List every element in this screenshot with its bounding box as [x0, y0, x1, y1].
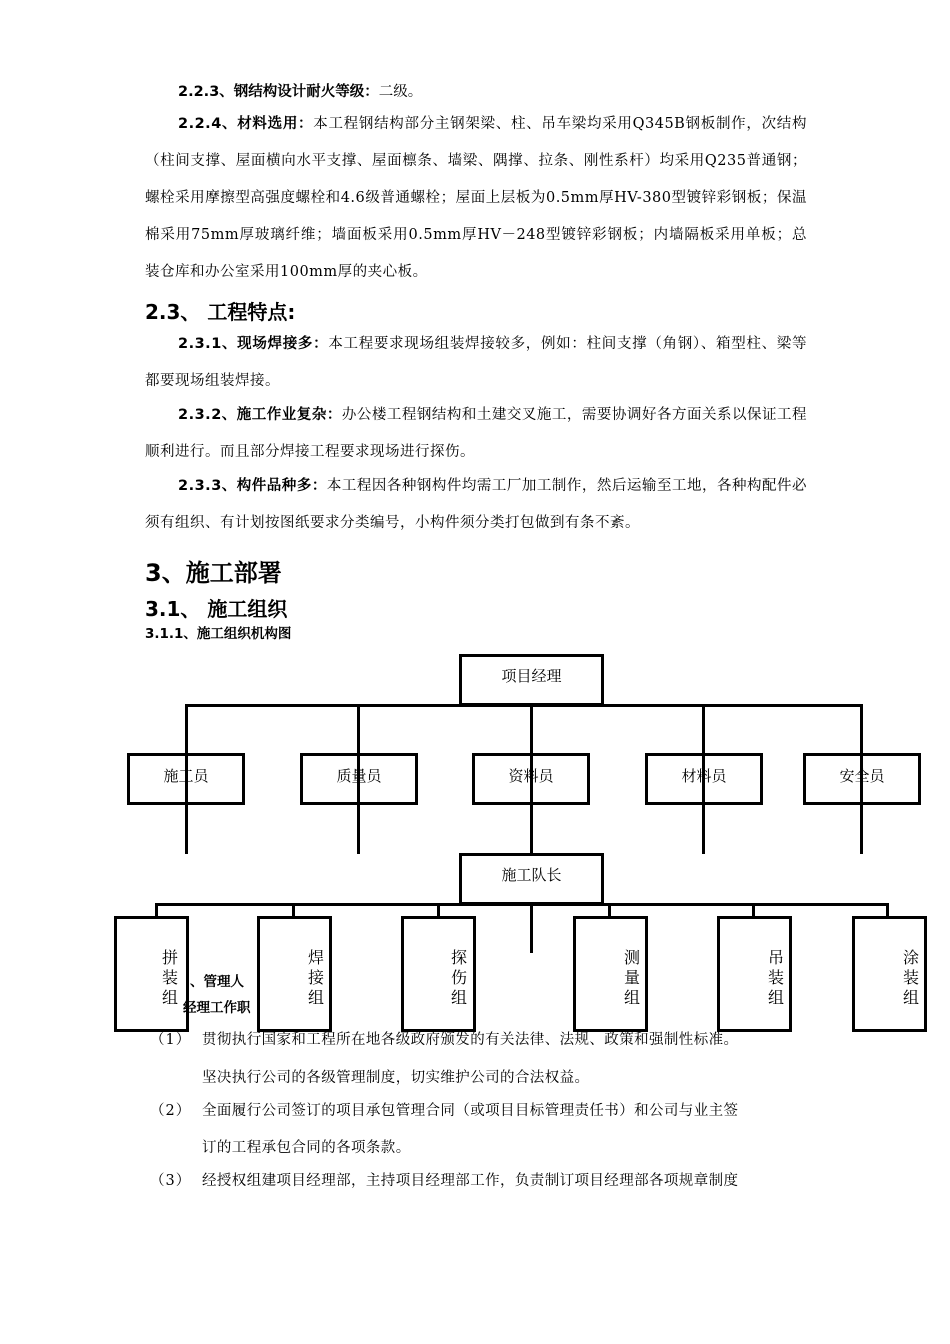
org-team-label-5: 吊装组 — [767, 950, 784, 1007]
org-team-bus — [155, 903, 889, 906]
org-staff-bus — [185, 704, 863, 707]
org-team-box-1 — [114, 916, 189, 1032]
duty-1-line-1: 贯彻执行国家和工程所在地各级政府颁发的有关法律、法规、政策和强制性标准。 — [202, 1032, 739, 1048]
hidden-heading-b: 经理工作职 — [183, 1000, 251, 1016]
duty-2-line-2: 订的工程承包合同的各项条款。 — [202, 1140, 411, 1156]
org-staff-box-2 — [300, 753, 418, 805]
org-staff-box-4 — [645, 753, 763, 805]
section-2-3-2-text: 办公楼工程钢结构和土建交叉施工，需要协调好各方面关系以保证工程顺利进行。而且部分焊接工程要求现场进行探伤。 — [145, 407, 807, 460]
org-team-label-4: 测量组 — [623, 950, 640, 1007]
org-staff-label-3: 资料员 — [508, 768, 554, 785]
section-2-2-3-text: 二级。 — [378, 84, 423, 100]
section-2-2-3 — [178, 80, 422, 101]
org-leader-box — [459, 853, 604, 905]
section-2-3-1-label: 2.3.1、现场焊接多： — [178, 336, 329, 352]
heading-2-3: 2.3、 工程特点: — [145, 300, 296, 324]
section-2-3-3-label: 2.3.3、构件品种多： — [178, 478, 327, 494]
org-top-box — [459, 654, 604, 706]
org-team-label-3: 探伤组 — [450, 950, 467, 1007]
section-2-3-3-text: 本工程因各种钢构件均需工厂加工制作，然后运输至工地，各种构配件必须有组织、有计划按图纸要求分类编号，小构件须分类打包做到有条不紊。 — [145, 478, 807, 531]
section-2-3-2 — [145, 397, 807, 471]
section-2-2-4-text: 本工程钢结构部分主钢架梁、柱、吊车梁均采用Q345B钢板制作，次结构（柱间支撑、屋面横向水平支撑、屋面檩条、墙梁、隅撑、拉条、刚性系杆）均采用Q235普通钢；螺栓采用摩擦型高强度螺栓和4.6级普通螺栓；屋面上层板为0.5mm厚HV-380型镀锌彩钢板；保温棉采用75mm厚玻璃纤维；墙面板采用0.5mm厚HV－248型镀锌彩钢板；内墙隔板采用单板；总装仓库和办公室采用100mm厚的夹心板。 — [145, 116, 807, 280]
section-2-3-3 — [145, 468, 807, 542]
org-leader-connector — [530, 905, 533, 953]
section-2-3-1-text: 本工程要求现场组装焊接较多，例如：柱间支撑（角钢）、箱型柱、梁等都要现场组装焊接。 — [145, 336, 807, 389]
section-2-2-4 — [145, 106, 807, 291]
heading-3-1-1: 3.1.1、施工组织机构图 — [145, 626, 292, 642]
duty-1-line-2: 坚决执行公司的各级管理制度，切实维护公司的合法权益。 — [202, 1070, 590, 1086]
org-team-box-4 — [573, 916, 648, 1032]
section-2-2-3-label: 2.2.3、钢结构设计耐火等级： — [178, 84, 379, 100]
org-staff-label-4: 材料员 — [681, 768, 727, 785]
org-team-box-5 — [717, 916, 792, 1032]
org-team-box-2 — [257, 916, 332, 1032]
org-staff-box-3 — [472, 753, 590, 805]
heading-3-1: 3.1、 施工组织 — [145, 597, 288, 621]
org-team-box-3 — [401, 916, 476, 1032]
section-2-2-4-label: 2.2.4、材料选用： — [178, 116, 314, 132]
duty-num-1: （1） — [150, 1032, 192, 1048]
org-staff-label-2: 质量员 — [336, 768, 382, 785]
org-leader-label: 施工队长 — [501, 867, 562, 884]
section-2-3-1 — [145, 326, 807, 400]
org-staff-label-5: 安全员 — [839, 768, 885, 785]
hidden-heading-a: 、管理人 — [190, 974, 244, 990]
org-team-label-2: 焊接组 — [307, 950, 324, 1007]
org-staff-box-1 — [127, 753, 245, 805]
duty-num-2: （2） — [150, 1103, 192, 1119]
duty-3-line-1: 经授权组建项目经理部，主持项目经理部工作，负责制订项目经理部各项规章制度 — [202, 1173, 739, 1189]
org-team-label-1: 拼装组 — [161, 950, 178, 1007]
section-2-3-2-label: 2.3.2、施工作业复杂： — [178, 407, 342, 423]
org-team-label-6: 涂装组 — [902, 950, 919, 1007]
heading-3: 3、施工部署 — [145, 559, 282, 587]
duty-2-line-1: 全面履行公司签订的项目承包管理合同（或项目目标管理责任书）和公司与业主签 — [202, 1103, 739, 1119]
duty-num-3: （3） — [150, 1173, 192, 1189]
org-staff-box-5 — [803, 753, 921, 805]
org-staff-label-1: 施工员 — [163, 768, 209, 785]
org-team-box-6 — [852, 916, 927, 1032]
org-top-label: 项目经理 — [501, 668, 562, 685]
